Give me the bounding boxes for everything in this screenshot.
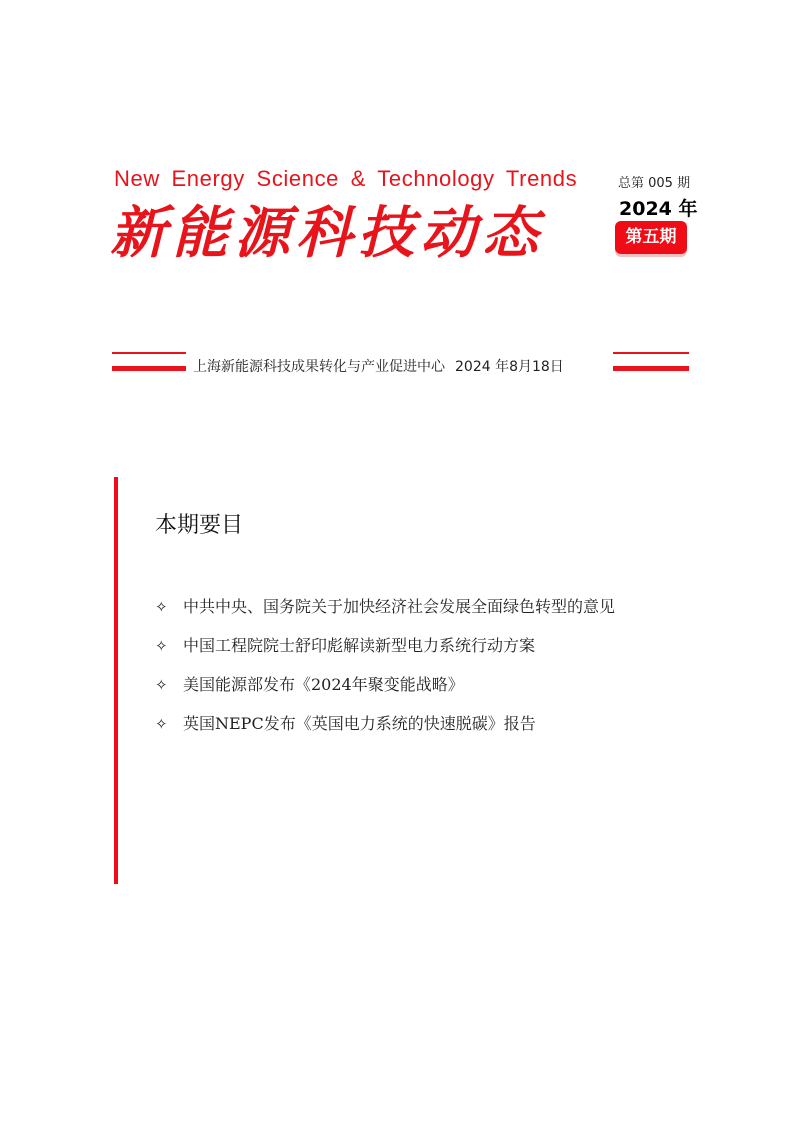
diamond-star-icon: ✧ [155, 637, 168, 655]
divider-left-thick [112, 366, 186, 371]
diamond-star-icon: ✧ [155, 715, 168, 733]
publish-date: 2024 年8月18日 [455, 359, 564, 375]
contents-item [155, 594, 615, 633]
diamond-star-icon: ✧ [155, 598, 168, 616]
contents-item-label: 中国工程院院士舒印彪解读新型电力系统行动方案 [183, 636, 536, 655]
issue-badge: 第五期 [615, 221, 687, 254]
accent-bar [114, 477, 118, 884]
chinese-title: 新能源科技动态 [110, 200, 544, 266]
organization-name: 上海新能源科技成果转化与产业促进中心 [193, 359, 445, 375]
issue-year: 2024 年 [619, 198, 698, 220]
contents-list [155, 594, 615, 750]
divider-right-thin [613, 352, 689, 354]
divider-left-thin [112, 352, 186, 354]
publisher-info [193, 356, 564, 376]
divider-right-thick [613, 366, 689, 371]
contents-item [155, 672, 615, 711]
english-title: New Energy Science & Technology Trends [114, 166, 578, 191]
contents-item [155, 633, 615, 672]
issue-total-number: 总第 005 期 [618, 176, 691, 191]
contents-item-label: 中共中央、国务院关于加快经济社会发展全面绿色转型的意见 [183, 597, 616, 616]
contents-item-label: 美国能源部发布《2024年聚变能战略》 [183, 675, 464, 694]
contents-item [155, 711, 615, 750]
contents-item-label: 英国NEPC发布《英国电力系统的快速脱碳》报告 [183, 714, 536, 733]
diamond-star-icon: ✧ [155, 676, 168, 694]
contents-title: 本期要目 [155, 513, 244, 538]
